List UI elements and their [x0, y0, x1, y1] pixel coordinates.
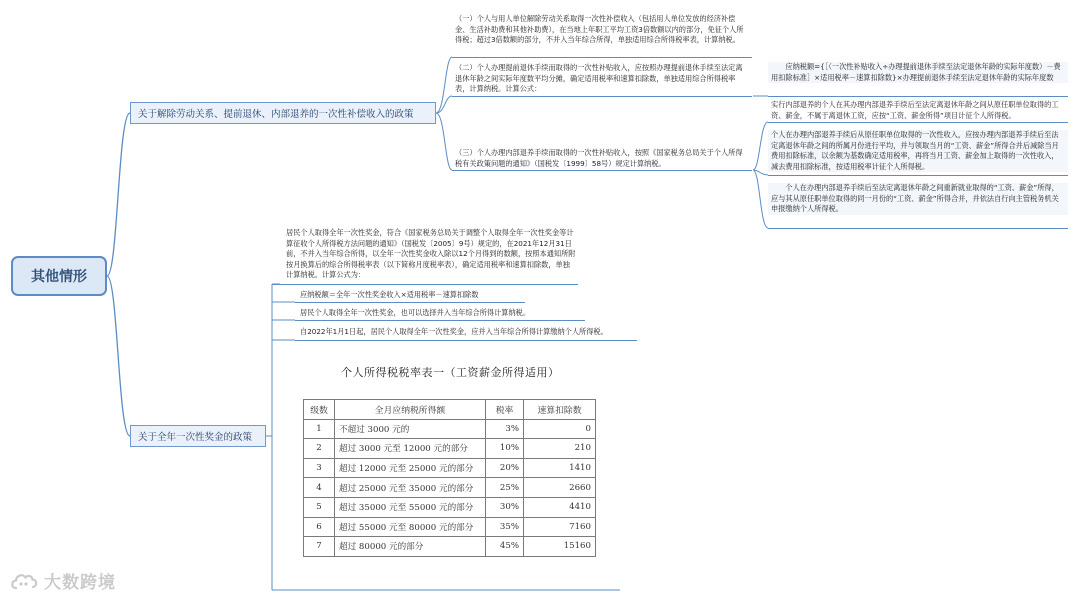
tax-table-title: 个人所得税税率表一（工资薪金所得适用） — [341, 366, 560, 379]
cell-level: 6 — [304, 517, 335, 537]
cell-level: 2 — [304, 439, 335, 459]
cell-range: 超过 25000 元至 35000 元的部分 — [335, 478, 486, 498]
cell-range: 超过 35000 元至 55000 元的部分 — [335, 497, 486, 517]
underline-bonus-2022 — [295, 340, 637, 341]
header-rate: 税率 — [486, 400, 524, 420]
root-node[interactable] — [11, 256, 107, 296]
underline-formula — [768, 96, 1068, 97]
underline-note-c — [768, 228, 1068, 229]
cell-range: 超过 80000 元的部分 — [335, 537, 486, 557]
cell-deduction: 1410 — [524, 458, 596, 478]
underline-note-a — [768, 122, 1068, 123]
cell-deduction: 7160 — [524, 517, 596, 537]
severance-item-3: （三）个人办理内部退养手续而取得的一次性补贴收入，按照《国家税务总局关于个人所得税有关政策问题的通知》（国税发〔1999〕58号）规定计算纳税。 — [455, 148, 743, 168]
cell-rate: 3% — [486, 419, 524, 439]
table-row — [304, 419, 596, 439]
internal-retire-note-a: 实行内部退养的个人在其办理内部退养手续后至法定离退休年龄之间从原任职单位取得的工资、薪金，不属于离退休工资，应按“工资、薪金所得”项目计征个人所得税。 — [771, 100, 1059, 120]
header-level: 级数 — [304, 400, 335, 420]
branch-bonus-label: 关于全年一次性奖金的政策 — [138, 432, 253, 443]
table-row — [304, 439, 596, 459]
early-retirement-formula: 应纳税额={［（一次性补贴收入÷办理提前退休手续至法定退休年龄的实际年度数）－费用扣除标准］×适用税率－速算扣除数}×办理提前退休手续至法定退休年龄的实际年度数 — [768, 62, 1068, 83]
cell-range: 不超过 3000 元的 — [335, 419, 486, 439]
tax-table-body — [304, 419, 596, 556]
cell-range: 超过 12000 元至 25000 元的部分 — [335, 458, 486, 478]
severance-item-1: （一）个人与用人单位解除劳动关系取得一次性补偿收入（包括用人单位发放的经济补偿金、生活补助费和其他补助费），在当地上年职工平均工资3倍数额以内的部分，免征个人所得税；超过3倍数额的部分，不并入当年综合所得，单独适用综合所得税率表，计算纳税。 — [455, 14, 744, 45]
bonus-intro: 居民个人取得全年一次性奖金，符合《国家税务总局关于调整个人取得全年一次性奖金等计算征收个人所得税方法问题的通知》（国税发〔2005〕9号）规定的，在2021年12月31日前，不并入当年综合所得，以全年一次性奖金收入除以12个月得到的数额，按照本通知所附按月换算后的综合所得税率表（以下简称月度税率表），确定适用税率和速算扣除数，单独计算纳税。计算公式为： — [286, 228, 576, 280]
root-label: 其他情形 — [31, 269, 87, 285]
underline-bonus-formula — [295, 302, 525, 303]
cell-deduction: 2660 — [524, 478, 596, 498]
cell-rate: 45% — [486, 537, 524, 557]
cell-rate: 30% — [486, 497, 524, 517]
cell-rate: 35% — [486, 517, 524, 537]
table-row — [304, 517, 596, 537]
bonus-option: 居民个人取得全年一次性奖金，也可以选择并入当年综合所得计算纳税。 — [300, 308, 531, 317]
watermark — [10, 568, 116, 593]
cell-level: 5 — [304, 497, 335, 517]
underline-bonus-option — [295, 320, 585, 321]
cloud-logo-icon — [10, 570, 44, 592]
cell-range: 超过 55000 元至 80000 元的部分 — [335, 517, 486, 537]
header-deduction: 速算扣除数 — [524, 400, 596, 420]
cell-level: 7 — [304, 537, 335, 557]
cell-level: 3 — [304, 458, 335, 478]
table-header-row — [304, 400, 596, 420]
bonus-formula: 应纳税额＝全年一次性奖金收入×适用税率－速算扣除数 — [300, 290, 479, 299]
branch-annual-bonus-policy[interactable] — [130, 425, 266, 447]
cell-level: 1 — [304, 419, 335, 439]
underline-note-b — [768, 175, 1068, 176]
cell-deduction: 210 — [524, 439, 596, 459]
cell-deduction: 15160 — [524, 537, 596, 557]
cell-rate: 10% — [486, 439, 524, 459]
severance-item-2: （二）个人办理提前退休手续而取得的一次性补贴收入，应按照办理提前退休手续至法定离退休年龄之间实际年度数平均分摊，确定适用税率和速算扣除数，单独适用综合所得税率表，计算纳税。计算公式： — [455, 63, 743, 94]
cell-rate: 25% — [486, 478, 524, 498]
watermark-text: 大数跨境 — [44, 573, 116, 593]
tax-rate-table — [303, 399, 596, 557]
branch-severance-policy[interactable] — [130, 102, 436, 124]
cell-deduction: 4410 — [524, 497, 596, 517]
table-row — [304, 478, 596, 498]
table-row — [304, 537, 596, 557]
branch-severance-label: 关于解除劳动关系、提前退休、内部退养的一次性补偿收入的政策 — [138, 109, 414, 120]
header-range: 全月应纳税所得额 — [335, 400, 486, 420]
internal-retire-note-b: 个人在办理内部退养手续后从原任职单位取得的一次性收入，应按办理内部退养手续后至法定离退休年龄之间的所属月份进行平均，并与领取当月的“工资、薪金”所得合并后减除当月费用扣除标准，以余额为基数确定适用税率，再将当月工资、薪金加上取得的一次性收入，减去费用扣除标准，按适用税率计征个人所得税。 — [768, 130, 1068, 172]
cell-range: 超过 3000 元至 12000 元的部分 — [335, 439, 486, 459]
underline-item-3 — [452, 170, 752, 171]
underline-bonus-intro — [272, 284, 578, 285]
internal-retire-note-c: 个人在办理内部退养手续后至法定离退休年龄之间重新就业取得的“工资、薪金”所得，应与其从原任职单位取得的同一月份的“工资、薪金”所得合并，并依法自行向主管税务机关申报缴纳个人所得税。 — [768, 183, 1068, 215]
table-row — [304, 497, 596, 517]
underline-item-2 — [452, 96, 752, 97]
table-row — [304, 458, 596, 478]
underline-item-1 — [452, 57, 752, 58]
cell-deduction: 0 — [524, 419, 596, 439]
bonus-from-2022: 自2022年1月1日起，居民个人取得全年一次性奖金，应并入当年综合所得计算缴纳个人所得税。 — [300, 327, 608, 336]
cell-rate: 20% — [486, 458, 524, 478]
cell-level: 4 — [304, 478, 335, 498]
